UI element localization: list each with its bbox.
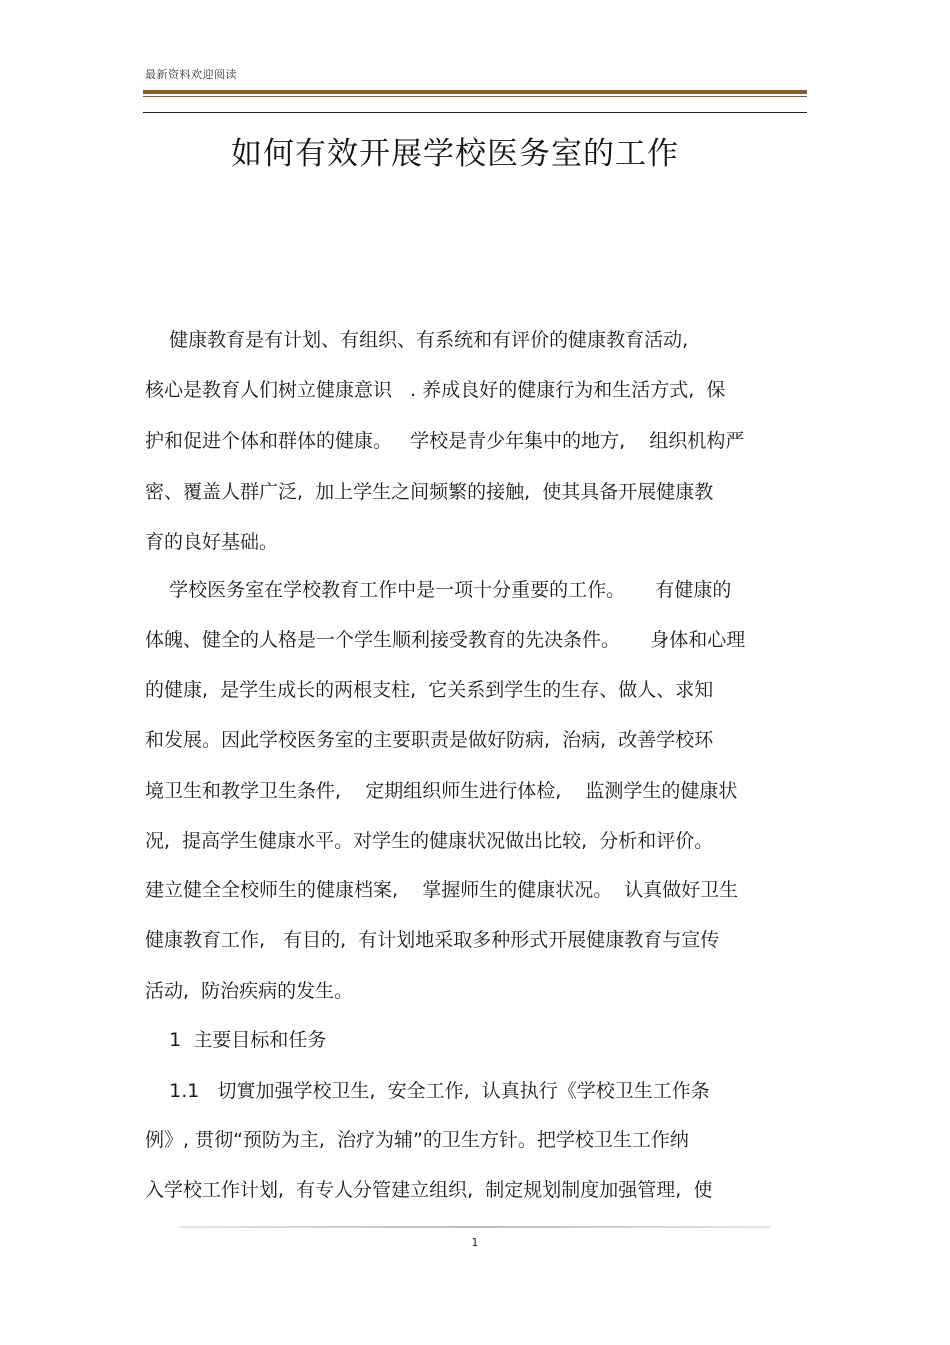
- header-text: 最新资料欢迎阅读: [145, 68, 237, 81]
- body-line: 1.1 切實加强学校卫生, 安全工作, 认真执行《学校卫生工作条: [145, 1080, 710, 1102]
- body-line: 的健康, 是学生成长的两根支柱, 它关系到学生的生存、做人、求知: [145, 679, 714, 701]
- page-number: 1: [471, 1236, 479, 1249]
- body-line: 育的良好基础。: [145, 531, 279, 553]
- body-line: 健康教育工作, 有目的, 有计划地采取多种形式开展健康教育与宣传: [145, 929, 720, 951]
- header-rule-thick: [143, 90, 807, 94]
- header-rule-thin: [143, 96, 807, 97]
- body-line: 况, 提高学生健康水平。对学生的健康状况做出比较, 分析和评价。: [145, 830, 714, 852]
- body-line: 建立健全全校师生的健康档案, 掌握师生的健康状况。 认真做好卫生: [145, 879, 739, 901]
- header-rule-black: [143, 112, 807, 113]
- body-line: 健康教育是有计划、有组织、有系统和有评价的健康教育活动,: [145, 329, 689, 351]
- body-line: 核心是教育人们树立健康意识 . 养成良好的健康行为和生活方式, 保: [145, 379, 726, 401]
- body-line: 学校医务室在学校教育工作中是一项十分重要的工作。 有健康的: [145, 579, 732, 601]
- body-line: 体魄、健全的人格是一个学生顺利接受教育的先决条件。 身体和心理: [145, 629, 746, 651]
- section-heading: 1 主要目标和任务: [145, 1029, 327, 1051]
- body-line: 活动, 防治疾病的发生。: [145, 980, 354, 1002]
- body-line: 例》, 贯彻“预防为主, 治疗为辅”的卫生方针。把学校卫生工作纳: [145, 1129, 689, 1151]
- body-line: 护和促进个体和群体的健康。 学校是青少年集中的地方, 组织机构严: [145, 430, 745, 452]
- body-line: 境卫生和教学卫生条件, 定期组织师生进行体检, 监测学生的健康状: [145, 780, 738, 802]
- body-line: 和发展。因此学校医务室的主要职责是做好防病, 治病, 改善学校环: [145, 729, 714, 751]
- body-line: 密、覆盖人群广泛, 加上学生之间频繁的接触, 使其具备开展健康教: [145, 481, 714, 503]
- footer-rule: [180, 1226, 770, 1228]
- document-title: 如何有效开展学校医务室的工作: [231, 136, 679, 172]
- body-line: 入学校工作计划, 有专人分管建立组织, 制定规划制度加强管理, 使: [145, 1179, 713, 1201]
